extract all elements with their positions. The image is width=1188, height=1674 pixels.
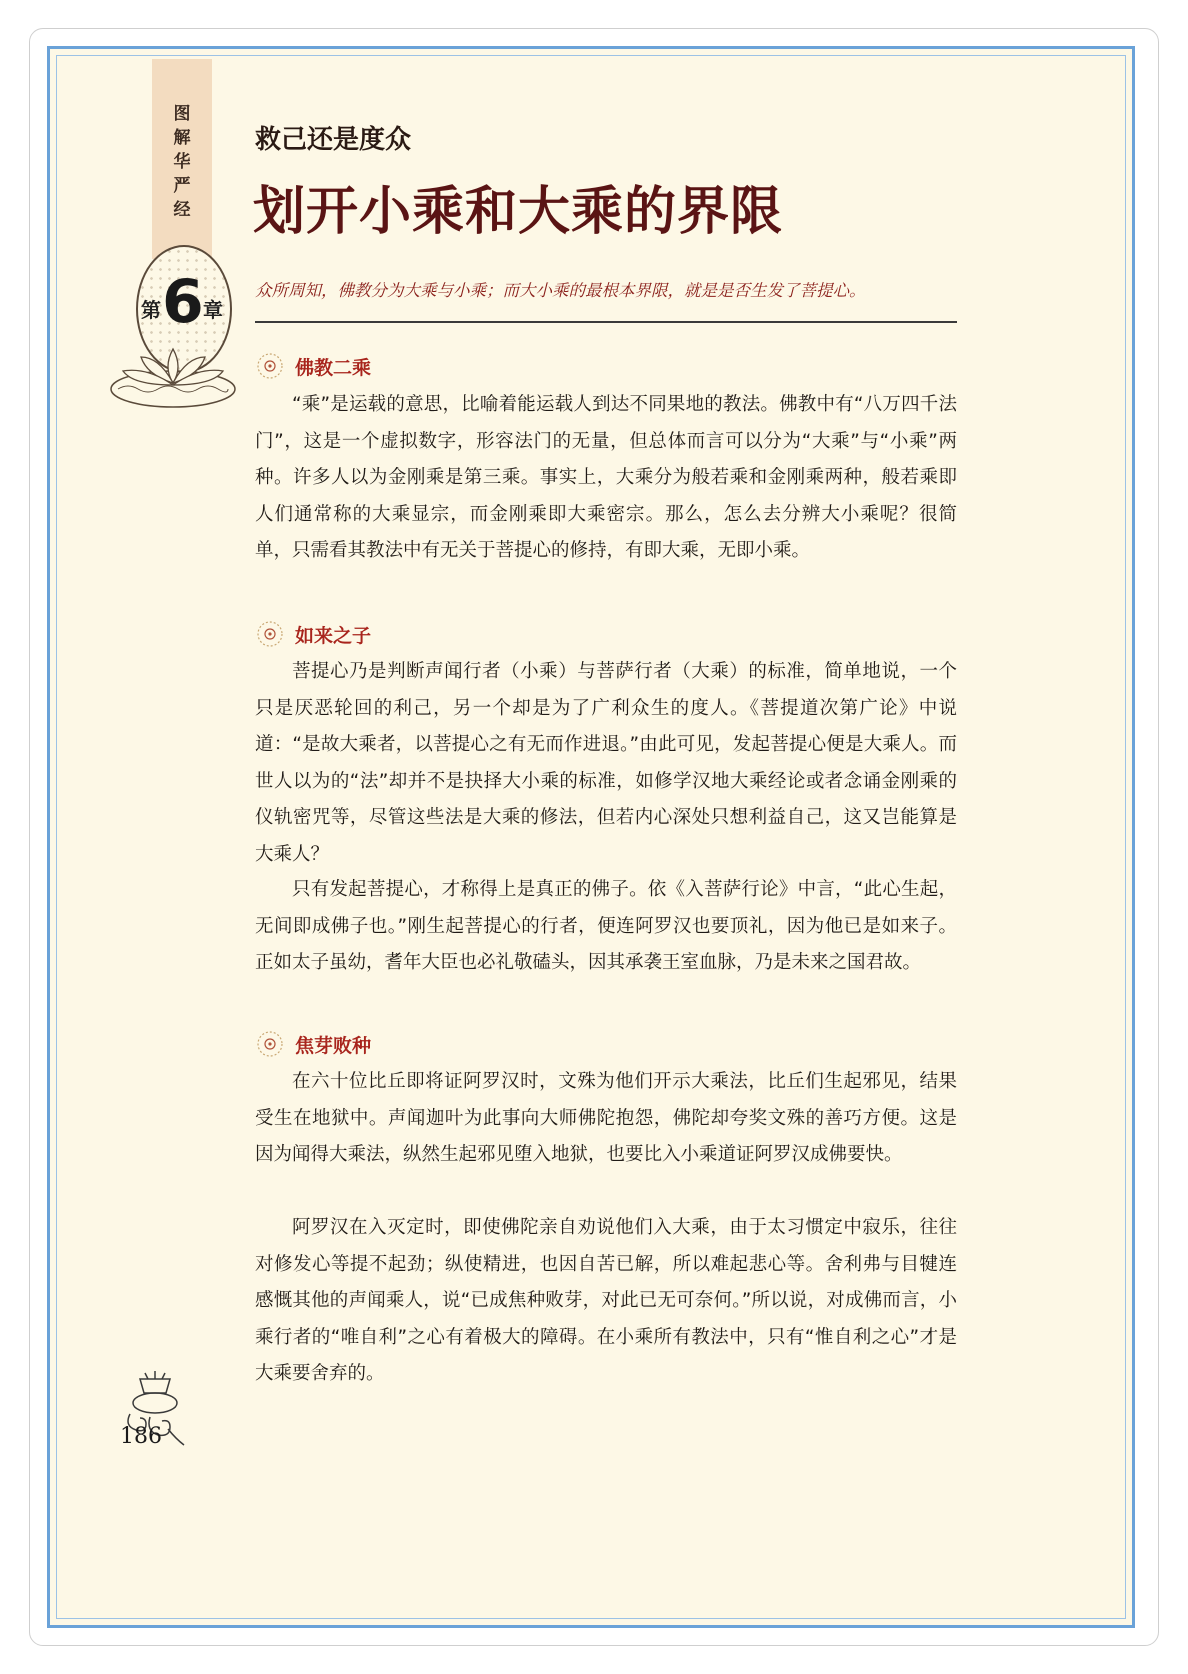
dharma-emblem-icon (255, 351, 285, 381)
section-heading (255, 619, 371, 649)
section-title: 佛教二乘 (295, 356, 372, 379)
section-heading (255, 1029, 371, 1059)
section-heading (255, 351, 371, 381)
dharma-emblem-icon (255, 1029, 285, 1059)
book-title-char: 严 (173, 176, 191, 196)
page-title: 划开小乘和大乘的界限 (253, 182, 784, 242)
book-title-char: 华 (173, 152, 191, 172)
header-divider (255, 321, 957, 323)
intro-summary: 众所周知，佛教分为大乘与小乘；而大小乘的最根本界限，就是是否生发了菩提心。 (255, 281, 866, 300)
dharma-emblem-icon (255, 619, 285, 649)
section-title: 如来之子 (295, 624, 372, 647)
body-paragraph: 菩提心乃是判断声闻行者（小乘）与菩萨行者（大乘）的标准，简单地说，一个只是厌恶轮回的利己，另一个却是为了广利众生的度人。《菩提道次第广论》中说道：“是故大乘者，以菩提心之有无而作进退。”由此可见，发起菩提心便是大乘人。而世人以为的“法”却并不是抉择大小乘的标准，如修学汉地大乘经论或者念诵金刚乘的仪轨密咒等，尽管这些法是大乘的修法，但若内心深处只想利益自己，这又岂能算是大乘人？ (255, 661, 957, 865)
page-subtitle: 救己还是度众 (255, 125, 412, 155)
page-content-frame (47, 46, 1135, 1628)
lotus-icon (108, 339, 238, 409)
body-paragraph: 只有发起菩提心，才称得上是真正的佛子。依《入菩萨行论》中言，“此心生起，无间即成佛子也。”刚生起菩提心的行者，便连阿罗汉也要顶礼，因为他已是如来子。正如太子虽幼，耆年大臣也必礼敬磕头，因其承袭王室血脉，乃是未来之国君故。 (255, 879, 957, 973)
chapter-number: 6 (162, 267, 204, 337)
book-title-char: 解 (173, 128, 191, 148)
section-title: 焦芽败种 (295, 1034, 372, 1057)
book-title-char: 图 (173, 104, 191, 124)
body-paragraph: “乘”是运载的意思，比喻着能运载人到达不同果地的教法。佛教中有“八万四千法门”，这是一个虚拟数字，形容法门的无量，但总体而言可以分为“大乘”与“小乘”两种。许多人以为金刚乘是第三乘。事实上，大乘分为般若乘和金刚乘两种，般若乘即人们通常称的大乘显宗，而金刚乘即大乘密宗。那么，怎么去分辨大小乘呢？很简单，只需看其教法中有无关于菩提心的修持，有即大乘，无即小乘。 (255, 394, 957, 561)
book-title-vertical (152, 104, 212, 220)
chapter-suffix: 章 (203, 298, 223, 322)
chapter-prefix: 第 (141, 298, 161, 322)
page-number: 186 (120, 1424, 162, 1449)
body-paragraph: 阿罗汉在入灭定时，即使佛陀亲自劝说他们入大乘，由于太习惯定中寂乐，往往对修发心等提不起劲；纵使精进，也因自苦已解，所以难起悲心等。舍利弗与目犍连感慨其他的声闻乘人，说“已成焦种败芽，对此已无可奈何。”所以说，对成佛而言，小乘行者的“唯自利”之心有着极大的障碍。在小乘所有教法中，只有“惟自利之心”才是大乘要舍弃的。 (255, 1217, 957, 1384)
body-paragraph: 在六十位比丘即将证阿罗汉时，文殊为他们开示大乘法，比丘们生起邪见，结果受生在地狱中。声闻迦叶为此事向大师佛陀抱怨，佛陀却夸奖文殊的善巧方便。这是因为闻得大乘法，纵然生起邪见堕入地狱，也要比入小乘道证阿罗汉成佛要快。 (255, 1071, 957, 1165)
book-title-char: 经 (173, 200, 191, 220)
